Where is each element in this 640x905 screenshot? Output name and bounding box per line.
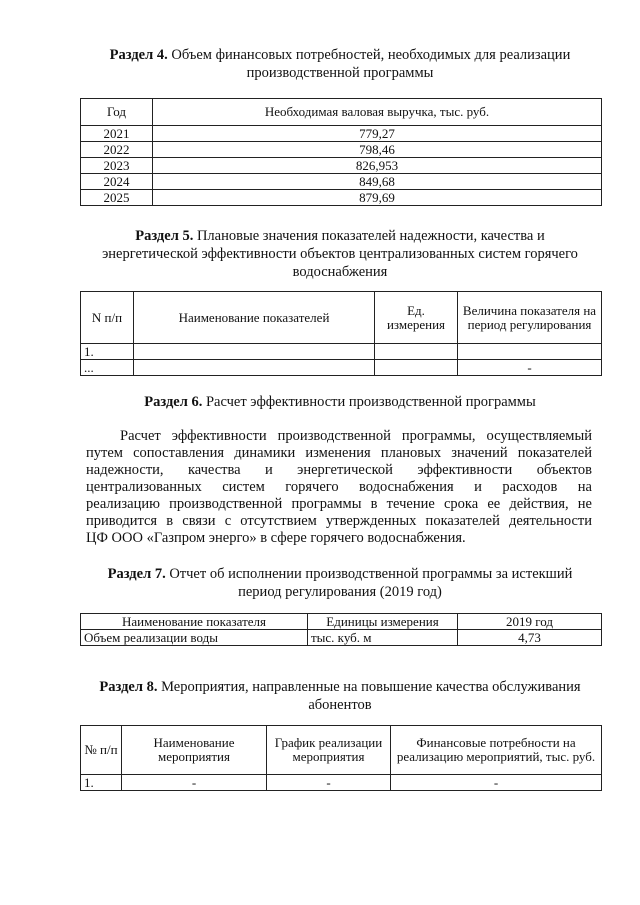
section8-heading — [80, 678, 600, 714]
section6-label: Раздел 6. — [144, 394, 203, 410]
cell-financial-needs: - — [391, 775, 602, 791]
paragraph-line: надежности, качества и энергетической эффективности объектов — [86, 462, 592, 478]
header-revenue: Необходимая валовая выручка, тыс. руб. — [153, 99, 602, 126]
table-row — [81, 630, 602, 646]
cell-year: 2025 — [81, 190, 153, 206]
section5-table — [80, 291, 602, 376]
cell-value — [458, 344, 602, 360]
section6-title: Расчет эффективности производственной программы — [202, 394, 536, 410]
section5-heading — [80, 227, 600, 281]
section5-label: Раздел 5. — [135, 228, 194, 244]
cell-revenue: 826,953 — [153, 158, 602, 174]
cell-revenue: 849,68 — [153, 174, 602, 190]
cell-indicator-name — [134, 360, 375, 376]
table-row — [81, 174, 602, 190]
paragraph-line: централизованных систем горячего водоснабжения и расходов на — [86, 479, 592, 495]
cell-measure-name: - — [122, 775, 267, 791]
paragraph-line: приводится в связи с отсутствием утвержденных показателей деятельности — [86, 513, 592, 529]
section4-label: Раздел 4. — [109, 47, 168, 63]
section4-table — [80, 98, 602, 206]
cell-value: - — [458, 360, 602, 376]
table-row — [81, 360, 602, 376]
cell-year: 2023 — [81, 158, 153, 174]
table-header-row — [81, 292, 602, 344]
table-row — [81, 158, 602, 174]
paragraph-line: реализацию производственной программы в течение срока ее действия, не — [86, 496, 592, 512]
cell-unit: тыс. куб. м — [308, 630, 458, 646]
cell-revenue: 779,27 — [153, 126, 602, 142]
cell-revenue: 879,69 — [153, 190, 602, 206]
cell-unit — [375, 360, 458, 376]
section6-paragraph — [86, 428, 592, 547]
section6-heading — [80, 393, 600, 411]
section8-title-line1: Мероприятия, направленные на повышение качества обслуживания — [157, 679, 581, 695]
table-header-row — [81, 614, 602, 630]
header-value: Величина показателя на период регулирования — [458, 292, 602, 344]
section4-heading — [80, 46, 600, 82]
header-indicator-name: Наименование показателя — [81, 614, 308, 630]
header-schedule: График реализации мероприятия — [267, 726, 391, 775]
header-unit: Ед. измерения — [375, 292, 458, 344]
cell-number: 1. — [81, 344, 134, 360]
section7-label: Раздел 7. — [107, 566, 166, 582]
cell-revenue: 798,46 — [153, 142, 602, 158]
paragraph-line: путем сопоставления динамики изменения плановых значений показателей — [86, 445, 592, 461]
cell-number: ... — [81, 360, 134, 376]
cell-indicator-name — [134, 344, 375, 360]
section8-table — [80, 725, 602, 791]
section7-title-line2: период регулирования (2019 год) — [238, 584, 442, 600]
header-year: Год — [81, 99, 153, 126]
section5-title-line2: энергетической эффективности объектов централизованных систем горячего — [102, 246, 578, 262]
section7-heading — [80, 565, 600, 601]
header-indicator-name: Наименование показателей — [134, 292, 375, 344]
cell-unit — [375, 344, 458, 360]
section5-title-line3: водоснабжения — [292, 264, 388, 280]
table-row — [81, 775, 602, 791]
table-header-row — [81, 726, 602, 775]
cell-year: 2021 — [81, 126, 153, 142]
table-row — [81, 126, 602, 142]
header-measure-name: Наименование мероприятия — [122, 726, 267, 775]
section4-title-line1: Объем финансовых потребностей, необходимых для реализации — [167, 47, 571, 63]
cell-indicator-name: Объем реализации воды — [81, 630, 308, 646]
header-financial-needs: Финансовые потребности на реализацию мероприятий, тыс. руб. — [391, 726, 602, 775]
header-number: № п/п — [81, 726, 122, 775]
section8-label: Раздел 8. — [99, 679, 158, 695]
section5-title-line1: Плановые значения показателей надежности, качества и — [193, 228, 545, 244]
header-unit: Единицы измерения — [308, 614, 458, 630]
cell-schedule: - — [267, 775, 391, 791]
table-header-row — [81, 99, 602, 126]
table-row — [81, 142, 602, 158]
section4-title-line2: производственной программы — [246, 65, 434, 81]
cell-number: 1. — [81, 775, 122, 791]
table-row — [81, 344, 602, 360]
cell-year: 2024 — [81, 174, 153, 190]
section8-title-line2: абонентов — [308, 697, 372, 713]
paragraph-line: Расчет эффективности производственной программы, осуществляемый — [120, 428, 592, 444]
table-row — [81, 190, 602, 206]
cell-year: 2022 — [81, 142, 153, 158]
section7-table — [80, 613, 602, 646]
section7-title-line1: Отчет об исполнении производственной программы за истекший — [165, 566, 573, 582]
paragraph-line: ЦФ ООО «Газпром энерго» в сфере горячего водоснабжения. — [86, 530, 466, 546]
header-number: N п/п — [81, 292, 134, 344]
cell-value: 4,73 — [458, 630, 602, 646]
header-year: 2019 год — [458, 614, 602, 630]
